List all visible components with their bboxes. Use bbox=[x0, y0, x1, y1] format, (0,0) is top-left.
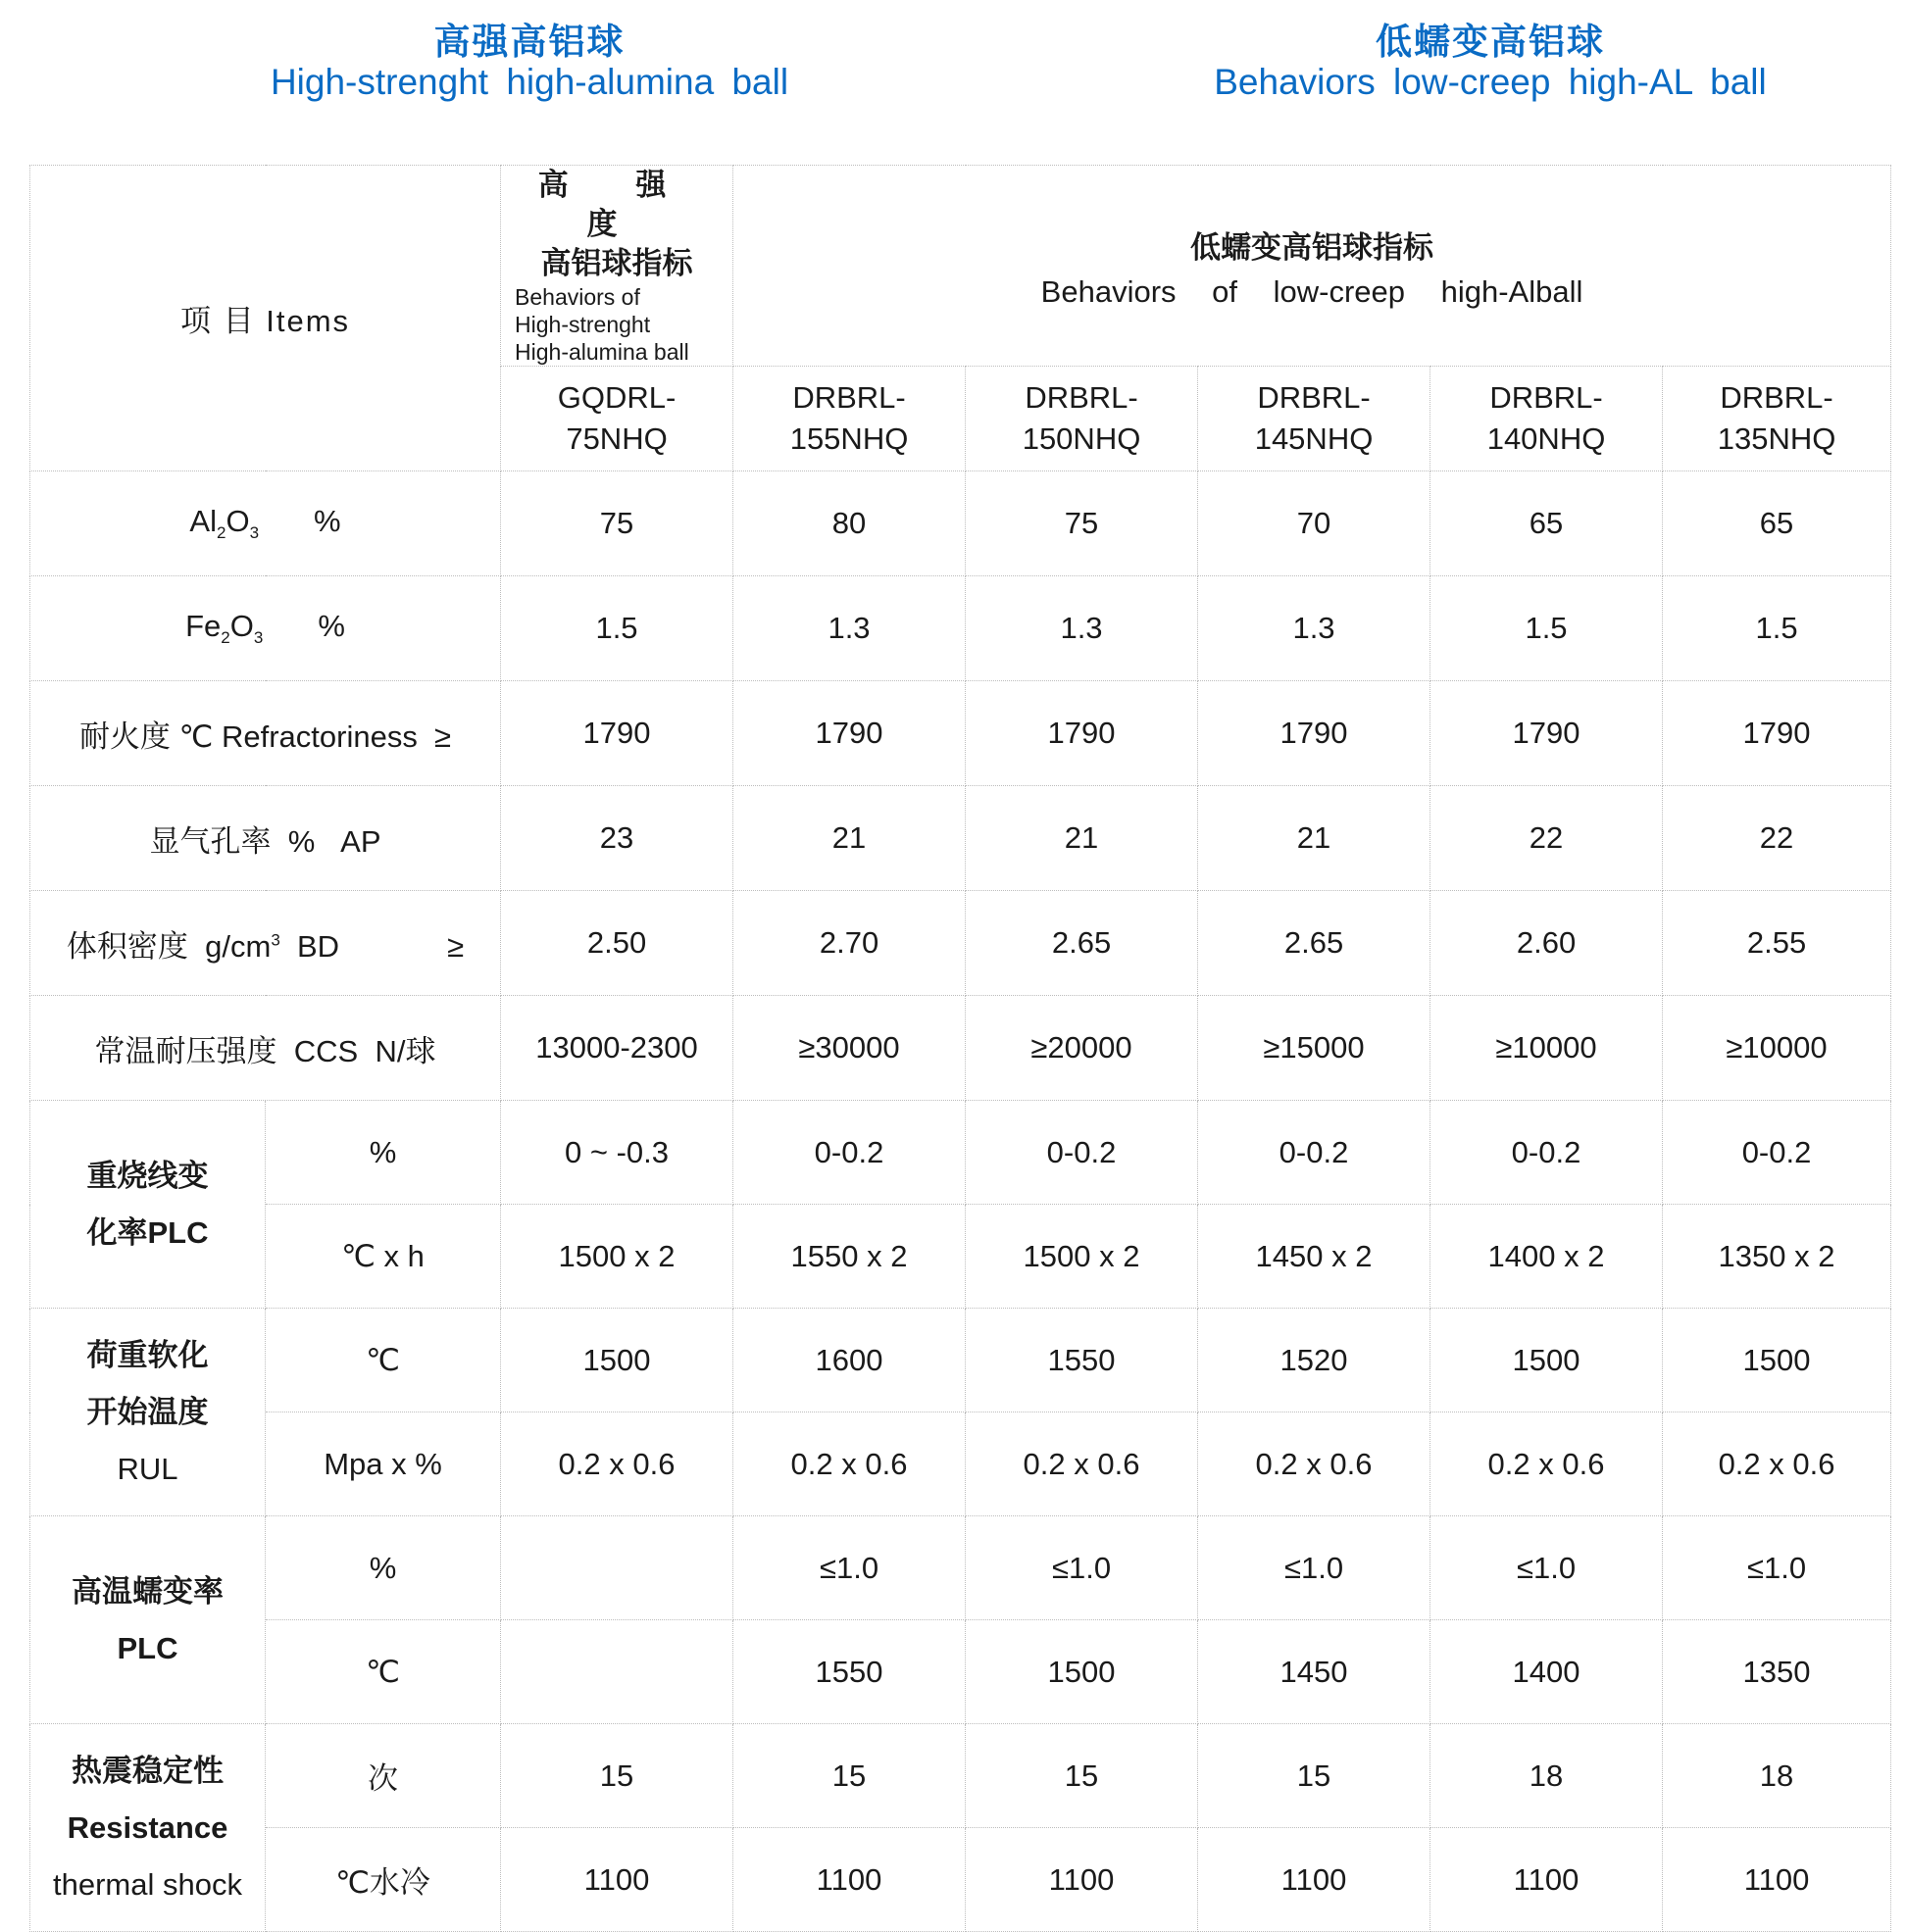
value-cell bbox=[1198, 786, 1430, 891]
row-label: 耐火度 ℃ Refractoriness ≥ bbox=[78, 718, 452, 754]
value-cell-text: 18 bbox=[1529, 1758, 1564, 1793]
table-row bbox=[30, 1101, 1891, 1205]
value-cell-text: 1350 bbox=[1742, 1654, 1811, 1689]
hs-en-1: Behaviors of bbox=[515, 284, 640, 310]
hs-en-3: High-alumina ball bbox=[515, 339, 689, 365]
table-row bbox=[30, 576, 1891, 681]
value-cell bbox=[1430, 1101, 1663, 1205]
unit: % bbox=[318, 608, 345, 643]
value-cell bbox=[1430, 891, 1663, 996]
value-cell bbox=[966, 1205, 1198, 1309]
value-cell bbox=[1198, 1620, 1430, 1724]
value-cell-text: 1790 bbox=[1047, 716, 1116, 750]
row-label: 显气孔率 % AP bbox=[149, 823, 381, 859]
hs-cn-1: 高 强 度 bbox=[537, 168, 696, 241]
value-cell-text: 1400 bbox=[1512, 1654, 1580, 1689]
model-header bbox=[733, 367, 966, 471]
unit-cell-text: % bbox=[369, 1550, 397, 1585]
value-cell-text: 1.5 bbox=[1755, 611, 1798, 645]
value-cell bbox=[1663, 1309, 1891, 1412]
group-label-2: PLC bbox=[117, 1630, 178, 1665]
value-cell-text: 1500 bbox=[1047, 1654, 1116, 1689]
model-line1: DRBRL- bbox=[792, 380, 906, 415]
table-row bbox=[30, 1724, 1891, 1828]
row-label-cell bbox=[30, 681, 501, 786]
table-row bbox=[30, 1412, 1891, 1516]
value-cell bbox=[501, 1828, 733, 1932]
value-cell bbox=[1663, 786, 1891, 891]
row-label-cell bbox=[30, 576, 501, 681]
value-cell bbox=[1430, 576, 1663, 681]
value-cell-text: 1400 x 2 bbox=[1487, 1238, 1605, 1273]
value-cell bbox=[501, 1516, 733, 1620]
value-cell bbox=[733, 681, 966, 786]
value-cell-text: 1.3 bbox=[1060, 611, 1103, 645]
value-cell-text: 1100 bbox=[1280, 1861, 1347, 1897]
value-cell-text: 15 bbox=[1296, 1758, 1331, 1793]
unit-cell bbox=[266, 1516, 501, 1620]
value-cell-text: 0-0.2 bbox=[1741, 1134, 1812, 1169]
title-left-en: High-strenght high-alumina ball bbox=[270, 62, 789, 103]
value-cell-text: 1100 bbox=[816, 1861, 882, 1897]
table-row bbox=[30, 891, 1891, 996]
unit-cell-text: ℃ bbox=[366, 1654, 400, 1689]
value-cell-text: 2.65 bbox=[1051, 925, 1112, 960]
value-cell bbox=[1663, 576, 1891, 681]
group-label-3: RUL bbox=[117, 1451, 178, 1486]
value-cell-text: 1450 x 2 bbox=[1255, 1238, 1373, 1273]
lc-cn: 低蠕变高铝球指标 bbox=[1190, 229, 1434, 265]
value-cell bbox=[966, 1724, 1198, 1828]
row-label-cell bbox=[30, 891, 501, 996]
value-cell-text: 1.5 bbox=[595, 611, 638, 645]
hs-cn-2: 高铝球指标 bbox=[540, 246, 693, 280]
value-cell bbox=[1430, 1724, 1663, 1828]
value-cell-text: 1450 bbox=[1279, 1654, 1348, 1689]
unit-cell-text: ℃ bbox=[366, 1342, 400, 1377]
value-cell bbox=[1198, 1412, 1430, 1516]
value-cell bbox=[966, 1309, 1198, 1412]
unit-cell bbox=[266, 1205, 501, 1309]
value-cell bbox=[966, 1412, 1198, 1516]
model-line1: DRBRL- bbox=[1489, 380, 1603, 415]
model-line2: 135NHQ bbox=[1717, 421, 1836, 456]
group-label-cell bbox=[30, 1516, 266, 1724]
formula-sub2: 3 bbox=[249, 523, 260, 543]
spec-table bbox=[29, 165, 1891, 1932]
value-cell bbox=[966, 471, 1198, 576]
label-sup: 3 bbox=[271, 930, 280, 950]
value-cell-text: 21 bbox=[1064, 820, 1099, 855]
value-cell-text: 0-0.2 bbox=[1511, 1134, 1581, 1169]
row-label-cell bbox=[30, 471, 501, 576]
value-cell bbox=[1663, 1828, 1891, 1932]
value-cell bbox=[1663, 1205, 1891, 1309]
formula-b: O bbox=[226, 503, 250, 538]
table-row bbox=[30, 1516, 1891, 1620]
value-cell-text: 1350 x 2 bbox=[1718, 1238, 1835, 1273]
group-label-2: Resistance bbox=[67, 1809, 228, 1845]
value-cell-text: 80 bbox=[831, 506, 867, 540]
value-cell-text: 1.5 bbox=[1525, 611, 1568, 645]
title-left-cn: 高强高铝球 bbox=[433, 22, 626, 62]
value-cell-text: 1550 x 2 bbox=[790, 1238, 908, 1273]
value-cell bbox=[501, 576, 733, 681]
value-cell bbox=[966, 576, 1198, 681]
value-cell bbox=[501, 1205, 733, 1309]
group-label-3: thermal shock bbox=[53, 1866, 242, 1902]
unit-cell bbox=[266, 1620, 501, 1724]
value-cell-text: ≤1.0 bbox=[1746, 1550, 1807, 1585]
table-row bbox=[30, 1620, 1891, 1724]
unit: % bbox=[314, 503, 341, 538]
geq-symbol: ≥ bbox=[447, 928, 465, 964]
value-cell bbox=[733, 1205, 966, 1309]
value-cell bbox=[733, 891, 966, 996]
unit-cell-text: 次 bbox=[368, 1761, 398, 1796]
value-cell-text: 65 bbox=[1529, 506, 1564, 540]
value-cell-text: 70 bbox=[1296, 506, 1331, 540]
value-cell-text: 22 bbox=[1529, 820, 1564, 855]
value-cell bbox=[733, 1412, 966, 1516]
value-cell-text: ≥20000 bbox=[1030, 1030, 1132, 1065]
header-row-1 bbox=[30, 166, 1891, 367]
table-row bbox=[30, 996, 1891, 1101]
header-high-strength bbox=[501, 166, 733, 367]
table-row bbox=[30, 1309, 1891, 1412]
value-cell-text: 21 bbox=[831, 820, 867, 855]
value-cell bbox=[966, 996, 1198, 1101]
value-cell-text: 13000-2300 bbox=[535, 1030, 698, 1065]
value-cell bbox=[501, 1724, 733, 1828]
hs-cn bbox=[501, 166, 732, 283]
unit-cell-text: ℃水冷 bbox=[335, 1865, 430, 1900]
value-cell bbox=[1663, 1412, 1891, 1516]
value-cell bbox=[501, 996, 733, 1101]
value-cell bbox=[966, 786, 1198, 891]
value-cell bbox=[1663, 1101, 1891, 1205]
model-header bbox=[501, 367, 733, 471]
model-header bbox=[1663, 367, 1891, 471]
value-cell-text: 1550 bbox=[1047, 1342, 1116, 1377]
value-cell bbox=[966, 681, 1198, 786]
value-cell-text: 0 ~ -0.3 bbox=[565, 1134, 670, 1169]
value-cell-text: 23 bbox=[599, 820, 634, 855]
unit-cell bbox=[266, 1309, 501, 1412]
value-cell bbox=[1430, 471, 1663, 576]
value-cell-text: 2.50 bbox=[586, 925, 647, 960]
value-cell bbox=[1663, 996, 1891, 1101]
row-label-cell bbox=[30, 996, 501, 1101]
value-cell-text: 1100 bbox=[583, 1861, 650, 1897]
value-cell bbox=[501, 1309, 733, 1412]
group-label-cell bbox=[30, 1101, 266, 1309]
value-cell-text: 2.65 bbox=[1283, 925, 1344, 960]
value-cell-text: 1790 bbox=[1512, 716, 1580, 750]
value-cell bbox=[1198, 681, 1430, 786]
value-cell bbox=[966, 1828, 1198, 1932]
unit-cell-text: Mpa x % bbox=[324, 1446, 442, 1481]
value-cell-text: 18 bbox=[1759, 1758, 1794, 1793]
value-cell-text: 22 bbox=[1759, 820, 1794, 855]
value-cell-text: 75 bbox=[1064, 506, 1099, 540]
value-cell bbox=[501, 681, 733, 786]
value-cell bbox=[1430, 1620, 1663, 1724]
value-cell-text: 1.3 bbox=[1292, 611, 1335, 645]
header-low-creep bbox=[733, 166, 1891, 367]
title-right-cn: 低蠕变高铝球 bbox=[1376, 22, 1605, 62]
unit-cell bbox=[266, 1101, 501, 1205]
value-cell-text: 2.55 bbox=[1746, 925, 1807, 960]
value-cell bbox=[966, 1101, 1198, 1205]
value-cell bbox=[1430, 1516, 1663, 1620]
value-cell-text: 15 bbox=[599, 1758, 634, 1793]
lc-en: Behaviors of low-creep high-Alball bbox=[1040, 273, 1583, 309]
value-cell-text: ≥10000 bbox=[1726, 1030, 1828, 1065]
value-cell bbox=[1198, 576, 1430, 681]
value-cell bbox=[1430, 681, 1663, 786]
value-cell bbox=[501, 471, 733, 576]
value-cell bbox=[1430, 1412, 1663, 1516]
value-cell bbox=[733, 576, 966, 681]
value-cell-text: ≤1.0 bbox=[1051, 1550, 1112, 1585]
group-label-cell bbox=[30, 1309, 266, 1516]
value-cell-text: 0.2 x 0.6 bbox=[1718, 1446, 1835, 1481]
title-right-en: Behaviors low-creep high-AL ball bbox=[1214, 62, 1767, 103]
hs-en-2: High-strenght bbox=[515, 312, 651, 337]
value-cell-text: 21 bbox=[1296, 820, 1331, 855]
value-cell-text: 1790 bbox=[815, 716, 883, 750]
value-cell-text: 15 bbox=[1064, 1758, 1099, 1793]
value-cell bbox=[501, 1101, 733, 1205]
value-cell-text: 1500 x 2 bbox=[558, 1238, 676, 1273]
formula-sub1: 2 bbox=[221, 628, 230, 648]
value-cell bbox=[501, 786, 733, 891]
formula-b: O bbox=[229, 608, 254, 643]
table-row bbox=[30, 1828, 1891, 1932]
group-label-2: 化率PLC bbox=[86, 1214, 209, 1250]
value-cell bbox=[1663, 1516, 1891, 1620]
value-cell bbox=[1430, 996, 1663, 1101]
header-items-text: 项 目 Items bbox=[180, 304, 351, 338]
value-cell-text: 1790 bbox=[1279, 716, 1348, 750]
value-cell-text: 1100 bbox=[1048, 1861, 1115, 1897]
value-cell-text: 2.60 bbox=[1516, 925, 1577, 960]
value-cell-text: 15 bbox=[831, 1758, 867, 1793]
value-cell bbox=[733, 1620, 966, 1724]
value-cell-text: 75 bbox=[599, 506, 634, 540]
model-header bbox=[1430, 367, 1663, 471]
value-cell bbox=[733, 471, 966, 576]
value-cell-text: ≥10000 bbox=[1495, 1030, 1597, 1065]
value-cell bbox=[1663, 1724, 1891, 1828]
group-label-1: 高温蠕变率 bbox=[72, 1573, 224, 1609]
value-cell bbox=[1430, 786, 1663, 891]
value-cell bbox=[733, 996, 966, 1101]
value-cell-text: 0.2 x 0.6 bbox=[1255, 1446, 1373, 1481]
value-cell bbox=[1198, 1309, 1430, 1412]
value-cell-text: 1520 bbox=[1279, 1342, 1348, 1377]
value-cell-text: 1500 bbox=[1512, 1342, 1580, 1377]
value-cell bbox=[1663, 891, 1891, 996]
model-line1: DRBRL- bbox=[1257, 380, 1371, 415]
value-cell bbox=[501, 1620, 733, 1724]
model-line2: 140NHQ bbox=[1486, 421, 1606, 456]
value-cell-text: 2.70 bbox=[819, 925, 879, 960]
model-line1: DRBRL- bbox=[1720, 380, 1833, 415]
value-cell-text: 0.2 x 0.6 bbox=[790, 1446, 908, 1481]
value-cell-text: 1790 bbox=[582, 716, 651, 750]
value-cell bbox=[733, 1724, 966, 1828]
value-cell bbox=[1198, 1516, 1430, 1620]
value-cell bbox=[1663, 681, 1891, 786]
unit-cell bbox=[266, 1828, 501, 1932]
value-cell-text: 65 bbox=[1759, 506, 1794, 540]
value-cell bbox=[501, 891, 733, 996]
value-cell bbox=[966, 1516, 1198, 1620]
formula-a: Fe bbox=[185, 608, 222, 643]
row-label-cell bbox=[30, 786, 501, 891]
value-cell-text: ≤1.0 bbox=[819, 1550, 879, 1585]
value-cell bbox=[1430, 1205, 1663, 1309]
group-label-cell bbox=[30, 1724, 266, 1932]
value-cell bbox=[1198, 471, 1430, 576]
table-row bbox=[30, 471, 1891, 576]
value-cell bbox=[1198, 1724, 1430, 1828]
table-row bbox=[30, 1205, 1891, 1309]
value-cell-text: ≤1.0 bbox=[1516, 1550, 1577, 1585]
value-cell bbox=[1430, 1828, 1663, 1932]
value-cell bbox=[733, 1516, 966, 1620]
hs-en bbox=[501, 283, 732, 366]
formula-sub1: 2 bbox=[216, 523, 226, 543]
value-cell bbox=[1430, 1309, 1663, 1412]
group-label-1: 重烧线变 bbox=[86, 1158, 209, 1193]
value-cell bbox=[1198, 1101, 1430, 1205]
title-low-creep bbox=[1186, 22, 1794, 103]
value-cell-text: 1.3 bbox=[828, 611, 871, 645]
unit-cell bbox=[266, 1724, 501, 1828]
value-cell-text: 1790 bbox=[1742, 716, 1811, 750]
model-header bbox=[966, 367, 1198, 471]
unit-cell-text: % bbox=[369, 1134, 397, 1169]
value-cell-text: 1100 bbox=[1513, 1861, 1580, 1897]
value-cell bbox=[1198, 1205, 1430, 1309]
value-cell-text: 0-0.2 bbox=[1046, 1134, 1117, 1169]
value-cell-text: 1500 bbox=[1742, 1342, 1811, 1377]
value-cell bbox=[733, 786, 966, 891]
group-label-1: 热震稳定性 bbox=[72, 1753, 224, 1788]
model-line1: GQDRL- bbox=[557, 380, 677, 415]
header-items bbox=[30, 166, 501, 471]
value-cell-text: ≥30000 bbox=[798, 1030, 900, 1065]
table-row bbox=[30, 681, 1891, 786]
model-header bbox=[1198, 367, 1430, 471]
value-cell-text: 1550 bbox=[815, 1654, 883, 1689]
value-cell-text: 0-0.2 bbox=[1279, 1134, 1349, 1169]
value-cell bbox=[1198, 1828, 1430, 1932]
title-high-strength bbox=[235, 22, 824, 103]
row-label: 常温耐压强度 CCS N/球 bbox=[94, 1033, 436, 1068]
value-cell bbox=[733, 1309, 966, 1412]
value-cell-text: ≥15000 bbox=[1263, 1030, 1365, 1065]
table-row bbox=[30, 786, 1891, 891]
value-cell-text: 1500 x 2 bbox=[1023, 1238, 1140, 1273]
model-line2: 150NHQ bbox=[1022, 421, 1141, 456]
model-line2: 155NHQ bbox=[789, 421, 909, 456]
value-cell-text: 1100 bbox=[1743, 1861, 1810, 1897]
value-cell bbox=[1198, 996, 1430, 1101]
value-cell-text: 0.2 x 0.6 bbox=[1487, 1446, 1605, 1481]
value-cell-text: 0.2 x 0.6 bbox=[1023, 1446, 1140, 1481]
label-post: BD bbox=[279, 928, 340, 964]
value-cell bbox=[733, 1101, 966, 1205]
value-cell-text: 0.2 x 0.6 bbox=[558, 1446, 676, 1481]
value-cell-text: 1600 bbox=[815, 1342, 883, 1377]
unit-cell-text: ℃ x h bbox=[341, 1238, 425, 1273]
model-line2: 75NHQ bbox=[566, 421, 668, 456]
value-cell bbox=[1663, 1620, 1891, 1724]
group-label-2: 开始温度 bbox=[86, 1394, 209, 1429]
unit-cell bbox=[266, 1412, 501, 1516]
model-line2: 145NHQ bbox=[1254, 421, 1374, 456]
formula-sub2: 3 bbox=[253, 628, 264, 648]
value-cell bbox=[1198, 891, 1430, 996]
label-pre: 体积密度 g/cm bbox=[66, 928, 272, 964]
value-cell bbox=[733, 1828, 966, 1932]
value-cell bbox=[501, 1412, 733, 1516]
value-cell-text: 0-0.2 bbox=[814, 1134, 884, 1169]
group-label-1: 荷重软化 bbox=[86, 1337, 209, 1372]
value-cell-text: 1500 bbox=[582, 1342, 651, 1377]
formula-a: Al bbox=[189, 503, 217, 538]
value-cell bbox=[966, 1620, 1198, 1724]
value-cell bbox=[966, 891, 1198, 996]
value-cell-text: ≤1.0 bbox=[1283, 1550, 1344, 1585]
value-cell bbox=[1663, 471, 1891, 576]
model-line1: DRBRL- bbox=[1025, 380, 1138, 415]
